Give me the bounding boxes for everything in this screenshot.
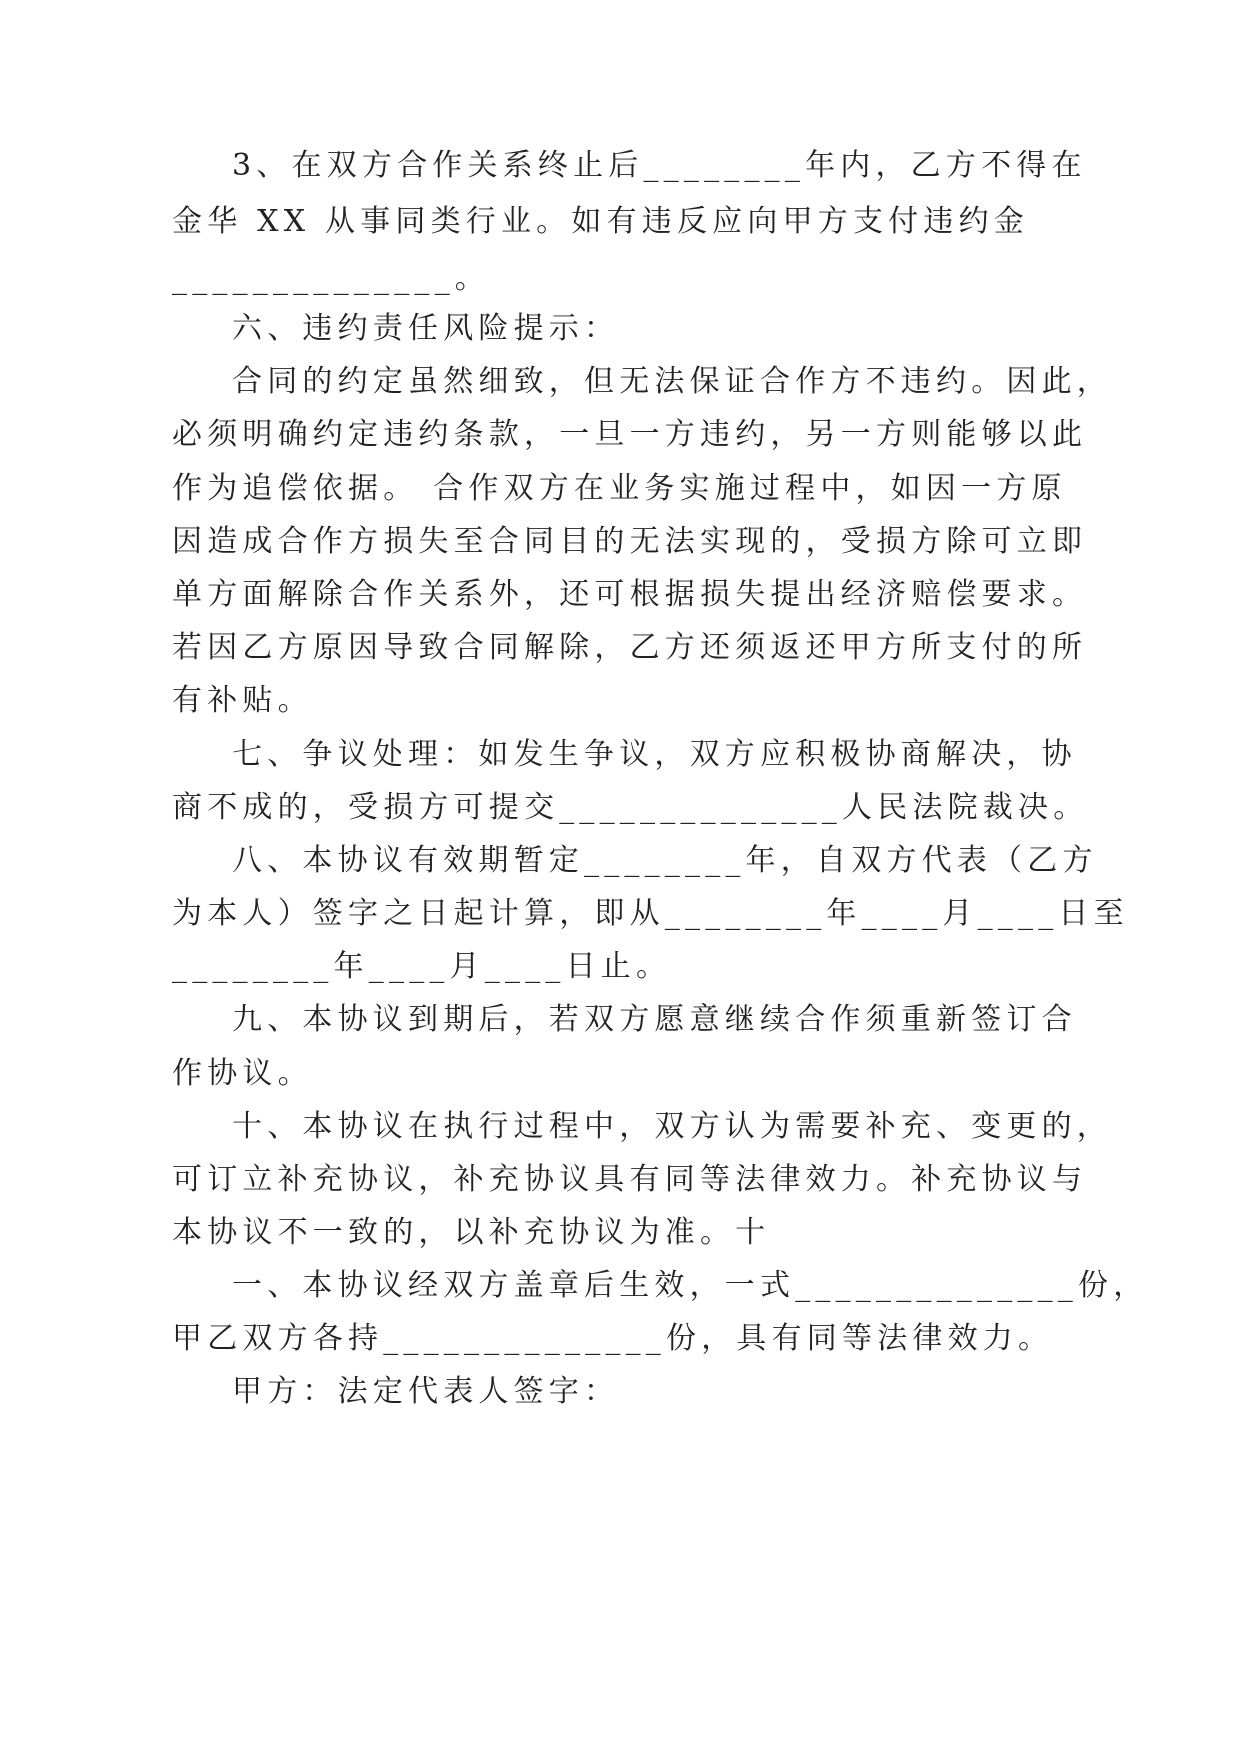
text-line: 合同的约定虽然细致，但无法保证合作方不违约。因此， [232,364,1112,399]
text-line: 七、争议处理：如发生争议，双方应积极协商解决，协 [232,737,1077,772]
text-line: 单方面解除合作关系外，还可根据损失提出经济赔偿要求。 [172,577,1088,612]
text-line: 本协议不一致的，以补充协议为准。十 [172,1215,771,1250]
text-line: 一、本协议经双方盖章后生效，一式______________份， [232,1268,1149,1303]
section-heading: 六、违约责任风险提示： [232,311,620,346]
text-line: 作为追偿依据。 合作双方在业务实施过程中，如因一方原 [172,471,1067,506]
text-line: 因造成合作方损失至合同目的无法实现的，受损方除可立即 [172,524,1088,559]
text-line: 3、在双方合作关系终止后________年内，乙方不得在 [232,148,1087,183]
text-line: ______________。 [172,261,490,296]
text-line: 九、本协议到期后，若双方愿意继续合作须重新签订合 [232,1002,1077,1037]
text-line: 作协议。 [172,1056,313,1091]
text-line: 甲乙双方各持______________份，具有同等法律效力。 [172,1321,1054,1356]
text-line: 必须明确约定违约条款，一旦一方违约，另一方则能够以此 [172,417,1088,452]
text-line: ________年____月____日止。 [172,949,672,984]
signature-label: 甲方：法定代表人签字： [232,1374,620,1409]
text-line: 商不成的，受损方可提交______________人民法院裁决。 [172,790,1089,825]
text-line: 八、本协议有效期暂定________年，自双方代表（乙方 [232,843,1098,878]
text-line: 金华 XX 从事同类行业。如有违反应向甲方支付违约金 [172,204,1029,239]
text-line: 十、本协议在执行过程中，双方认为需要补充、变更的， [232,1109,1112,1144]
text-line: 若因乙方原因导致合同解除，乙方还须返还甲方所支付的所 [172,630,1088,665]
text-line: 为本人）签字之日起计算，即从________年____月____日至 [172,896,1129,931]
text-line: 有补贴。 [172,683,313,718]
text-line: 可订立补充协议，补充协议具有同等法律效力。补充协议与 [172,1162,1088,1197]
